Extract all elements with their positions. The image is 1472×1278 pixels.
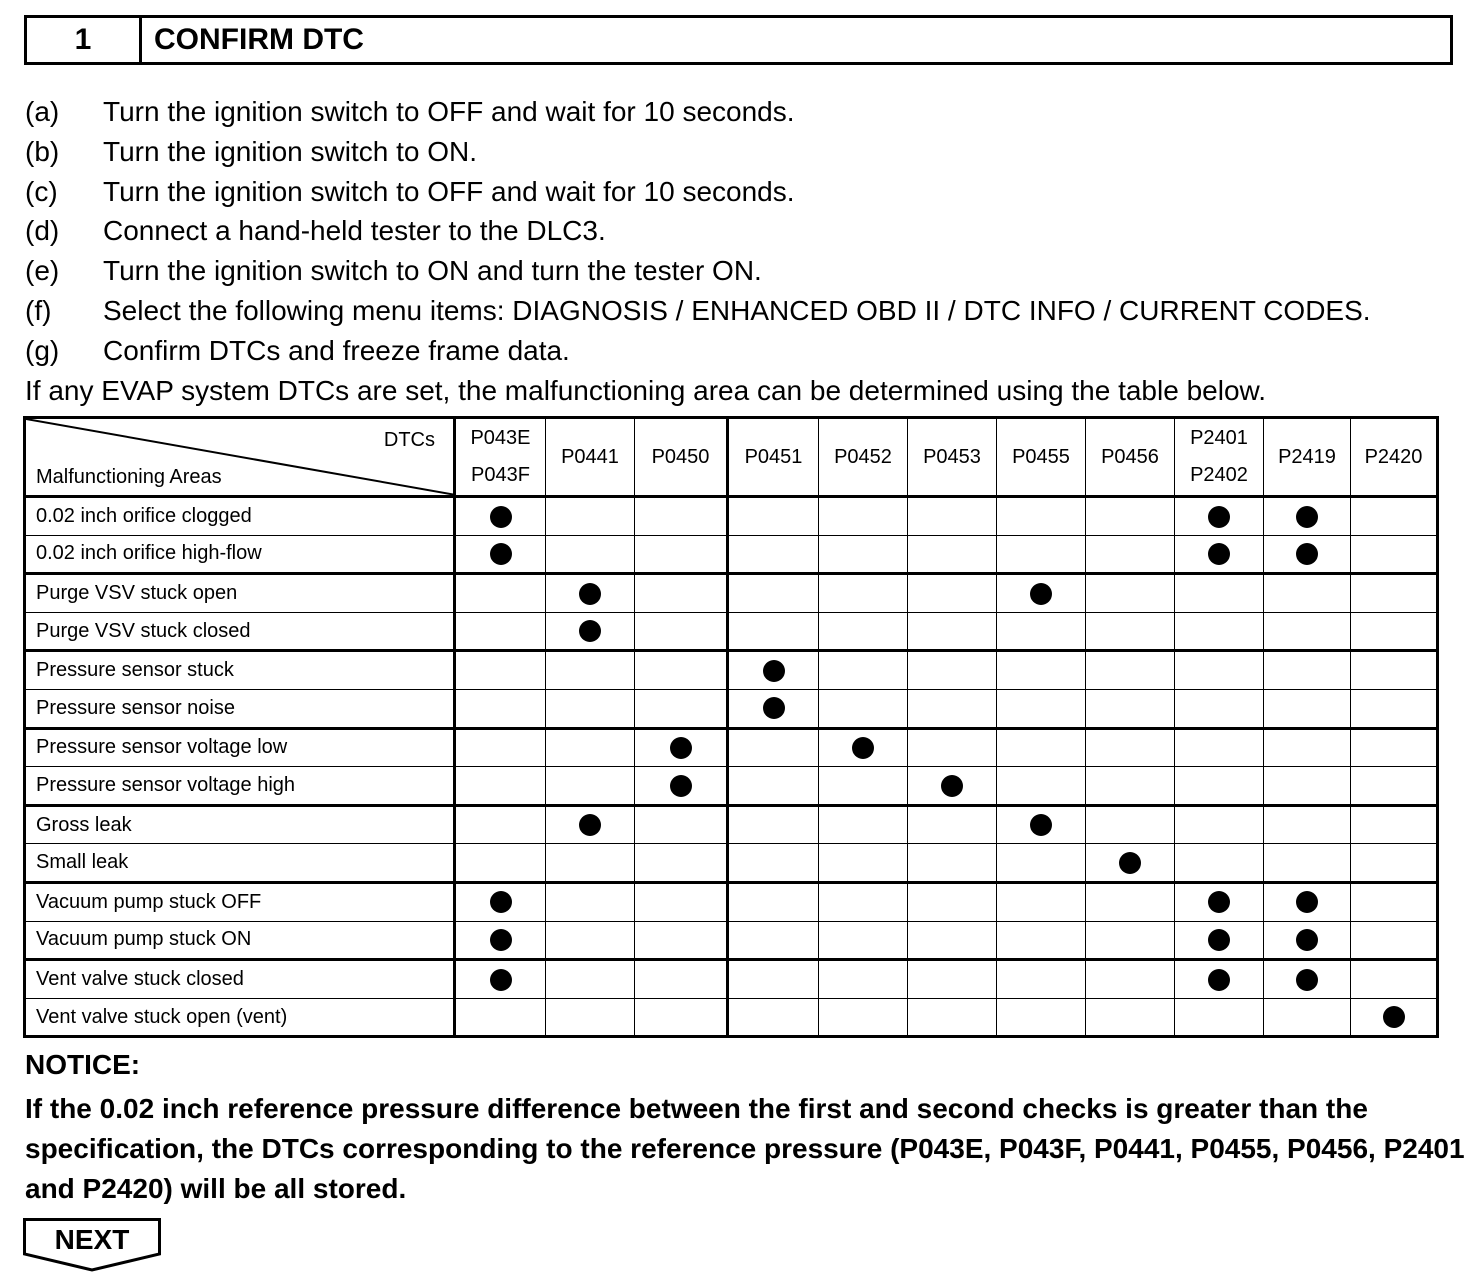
dtc-mark-cell	[1351, 689, 1438, 728]
dtc-mark-cell	[546, 574, 635, 613]
step-header	[24, 15, 1453, 65]
dtc-mark-cell	[1351, 574, 1438, 613]
step-item	[25, 132, 1371, 172]
dtc-mark-cell	[997, 805, 1086, 844]
dtc-code-label: P2401	[1190, 427, 1248, 449]
dtc-mark-cell	[546, 689, 635, 728]
step-title: CONFIRM DTC	[154, 23, 364, 56]
dtc-column-header	[1264, 418, 1351, 497]
dtc-mark-cell	[997, 921, 1086, 960]
dtc-mark-cell	[819, 998, 908, 1037]
dtc-mark-cell	[1351, 612, 1438, 651]
dtc-mark-cell	[635, 612, 728, 651]
corner-dtcs-label: DTCs	[383, 429, 435, 451]
table-intro: If any EVAP system DTCs are set, the malfunctioning area can be determined using the table below.	[25, 375, 1266, 406]
dtc-mark-cell	[819, 497, 908, 536]
dtc-mark-cell	[1086, 805, 1175, 844]
dtc-mark-cell	[635, 844, 728, 883]
malfunction-area-cell: Vacuum pump stuck OFF	[25, 882, 455, 921]
malfunction-area-cell: Vent valve stuck open (vent)	[25, 998, 455, 1037]
table-row	[25, 998, 1438, 1037]
malfunction-area-cell: Pressure sensor stuck	[25, 651, 455, 690]
filled-circle-icon	[490, 543, 512, 565]
dtc-mark-cell	[1086, 574, 1175, 613]
dtc-mark-cell	[455, 921, 546, 960]
malfunction-area-cell: Vacuum pump stuck ON	[25, 921, 455, 960]
step-item	[25, 211, 1371, 251]
table-row	[25, 689, 1438, 728]
dtc-mark-cell	[1351, 960, 1438, 999]
dtc-mark-cell	[819, 844, 908, 883]
procedure-steps	[25, 92, 1371, 371]
filled-circle-icon	[1208, 506, 1230, 528]
malfunction-area-cell: Pressure sensor voltage high	[25, 767, 455, 806]
filled-circle-icon	[1296, 929, 1318, 951]
dtc-mark-cell	[728, 651, 819, 690]
dtc-table	[23, 416, 1439, 1038]
malfunction-area-cell: Pressure sensor voltage low	[25, 728, 455, 767]
dtc-mark-cell	[1264, 921, 1351, 960]
dtc-mark-cell	[546, 805, 635, 844]
dtc-mark-cell	[819, 612, 908, 651]
dtc-mark-cell	[1264, 998, 1351, 1037]
dtc-mark-cell	[635, 651, 728, 690]
dtc-mark-cell	[908, 574, 997, 613]
filled-circle-icon	[1030, 583, 1052, 605]
table-corner-cell	[25, 418, 455, 497]
dtc-mark-cell	[819, 882, 908, 921]
dtc-mark-cell	[997, 767, 1086, 806]
dtc-mark-cell	[728, 535, 819, 574]
dtc-mark-cell	[1086, 612, 1175, 651]
dtc-mark-cell	[1086, 882, 1175, 921]
dtc-mark-cell	[546, 612, 635, 651]
filled-circle-icon	[1296, 891, 1318, 913]
dtc-mark-cell	[997, 612, 1086, 651]
dtc-mark-cell	[1175, 998, 1264, 1037]
dtc-mark-cell	[1264, 689, 1351, 728]
dtc-mark-cell	[635, 767, 728, 806]
step-item	[25, 291, 1371, 331]
corner-areas-label: Malfunctioning Areas	[36, 466, 222, 488]
dtc-mark-cell	[908, 882, 997, 921]
dtc-column-header	[908, 418, 997, 497]
dtc-mark-cell	[728, 960, 819, 999]
filled-circle-icon	[1208, 543, 1230, 565]
dtc-mark-cell	[1175, 651, 1264, 690]
step-item	[25, 251, 1371, 291]
table-row	[25, 805, 1438, 844]
dtc-mark-cell	[908, 651, 997, 690]
dtc-mark-cell	[1086, 689, 1175, 728]
malfunction-area-cell: Vent valve stuck closed	[25, 960, 455, 999]
dtc-mark-cell	[997, 689, 1086, 728]
dtc-mark-cell	[728, 767, 819, 806]
dtc-mark-cell	[635, 574, 728, 613]
step-number: 1	[27, 18, 142, 62]
dtc-code-label: P0456	[1101, 445, 1159, 468]
filled-circle-icon	[852, 737, 874, 759]
dtc-code-label: P2402	[1190, 464, 1248, 486]
filled-circle-icon	[1208, 891, 1230, 913]
malfunction-area-cell: 0.02 inch orifice high-flow	[25, 535, 455, 574]
dtc-code-label: P0453	[923, 445, 981, 468]
dtc-code-label: P0455	[1012, 445, 1070, 468]
filled-circle-icon	[579, 583, 601, 605]
next-button-label: NEXT	[54, 1224, 130, 1255]
table-header-row	[25, 418, 1438, 497]
dtc-mark-cell	[635, 497, 728, 536]
dtc-mark-cell	[819, 960, 908, 999]
dtc-mark-cell	[1086, 497, 1175, 536]
dtc-column-header	[1175, 418, 1264, 497]
dtc-column-header	[819, 418, 908, 497]
dtc-mark-cell	[1086, 767, 1175, 806]
dtc-mark-cell	[819, 535, 908, 574]
dtc-mark-cell	[728, 689, 819, 728]
table-row	[25, 574, 1438, 613]
dtc-mark-cell	[1264, 844, 1351, 883]
dtc-mark-cell	[1175, 574, 1264, 613]
dtc-code-label: P043E	[470, 427, 531, 449]
step-letter: (b)	[25, 135, 60, 167]
dtc-mark-cell	[1175, 960, 1264, 999]
malfunction-area-cell: Small leak	[25, 844, 455, 883]
dtc-column-header	[455, 418, 546, 497]
dtc-mark-cell	[1351, 651, 1438, 690]
dtc-mark-cell	[997, 728, 1086, 767]
dtc-mark-cell	[1264, 805, 1351, 844]
dtc-mark-cell	[908, 921, 997, 960]
dtc-mark-cell	[908, 998, 997, 1037]
dtc-mark-cell	[635, 921, 728, 960]
notice-text: If the 0.02 inch reference pressure difference between the first and second checks is greater than the specification, the DTCs corresponding to the reference pressure (P043E, P043F, P0441, P0455, P0456, P2401 and P2420) will be all stored.	[25, 1093, 1465, 1204]
dtc-mark-cell	[728, 844, 819, 883]
table-row	[25, 728, 1438, 767]
dtc-mark-cell	[455, 998, 546, 1037]
dtc-mark-cell	[455, 535, 546, 574]
table-row	[25, 535, 1438, 574]
dtc-column-header	[635, 418, 728, 497]
table-row	[25, 767, 1438, 806]
dtc-mark-cell	[455, 882, 546, 921]
step-text: Turn the ignition switch to OFF and wait for 10 seconds.	[103, 175, 795, 207]
dtc-mark-cell	[819, 767, 908, 806]
dtc-mark-cell	[455, 497, 546, 536]
dtc-mark-cell	[1351, 728, 1438, 767]
dtc-mark-cell	[1086, 651, 1175, 690]
filled-circle-icon	[670, 737, 692, 759]
notice-title: NOTICE:	[25, 1049, 141, 1080]
dtc-mark-cell	[455, 689, 546, 728]
dtc-mark-cell	[1175, 535, 1264, 574]
dtc-mark-cell	[819, 805, 908, 844]
dtc-mark-cell	[635, 689, 728, 728]
dtc-mark-cell	[728, 612, 819, 651]
step-letter: (g)	[25, 334, 60, 366]
filled-circle-icon	[490, 929, 512, 951]
dtc-mark-cell	[1175, 844, 1264, 883]
dtc-mark-cell	[1086, 921, 1175, 960]
dtc-mark-cell	[728, 574, 819, 613]
dtc-column-header	[997, 418, 1086, 497]
dtc-mark-cell	[819, 574, 908, 613]
dtc-mark-cell	[1351, 882, 1438, 921]
filled-circle-icon	[1296, 543, 1318, 565]
dtc-mark-cell	[728, 805, 819, 844]
dtc-mark-cell	[1175, 921, 1264, 960]
step-text: Connect a hand-held tester to the DLC3.	[103, 215, 606, 247]
dtc-mark-cell	[1264, 882, 1351, 921]
step-text: Turn the ignition switch to ON.	[103, 135, 478, 167]
dtc-mark-cell	[908, 844, 997, 883]
dtc-mark-cell	[455, 728, 546, 767]
dtc-mark-cell	[1264, 497, 1351, 536]
dtc-mark-cell	[455, 612, 546, 651]
malfunction-area-cell: Purge VSV stuck open	[25, 574, 455, 613]
dtc-mark-cell	[997, 882, 1086, 921]
dtc-mark-cell	[1264, 535, 1351, 574]
dtc-mark-cell	[908, 728, 997, 767]
step-item	[25, 172, 1371, 212]
step-text: Turn the ignition switch to ON and turn the tester ON.	[103, 255, 762, 287]
dtc-mark-cell	[1175, 612, 1264, 651]
dtc-table-wrapper	[23, 416, 1439, 1038]
step-text: Select the following menu items: DIAGNOSIS / ENHANCED OBD II / DTC INFO / CURRENT CODES.	[103, 294, 1371, 326]
table-row	[25, 497, 1438, 536]
dtc-mark-cell	[728, 921, 819, 960]
dtc-mark-cell	[1264, 960, 1351, 999]
dtc-mark-cell	[1175, 767, 1264, 806]
dtc-mark-cell	[997, 574, 1086, 613]
dtc-mark-cell	[819, 728, 908, 767]
dtc-column-header	[1086, 418, 1175, 497]
dtc-mark-cell	[1351, 805, 1438, 844]
dtc-mark-cell	[819, 921, 908, 960]
dtc-mark-cell	[908, 767, 997, 806]
dtc-mark-cell	[819, 689, 908, 728]
malfunction-area-cell: Purge VSV stuck closed	[25, 612, 455, 651]
table-row	[25, 960, 1438, 999]
dtc-mark-cell	[908, 805, 997, 844]
dtc-mark-cell	[1351, 921, 1438, 960]
dtc-mark-cell	[546, 998, 635, 1037]
step-item	[25, 92, 1371, 132]
dtc-mark-cell	[728, 728, 819, 767]
dtc-mark-cell	[1264, 728, 1351, 767]
dtc-mark-cell	[635, 998, 728, 1037]
dtc-mark-cell	[908, 497, 997, 536]
dtc-mark-cell	[1086, 728, 1175, 767]
dtc-code-label: P0441	[561, 445, 619, 468]
dtc-mark-cell	[908, 535, 997, 574]
filled-circle-icon	[579, 814, 601, 836]
dtc-code-label: P0451	[744, 445, 803, 468]
dtc-mark-cell	[1086, 998, 1175, 1037]
filled-circle-icon	[1296, 969, 1318, 991]
dtc-mark-cell	[997, 535, 1086, 574]
step-letter: (f)	[25, 294, 52, 326]
dtc-mark-cell	[997, 844, 1086, 883]
dtc-mark-cell	[1264, 767, 1351, 806]
filled-circle-icon	[1119, 852, 1141, 874]
malfunction-area-cell: Gross leak	[25, 805, 455, 844]
dtc-mark-cell	[546, 844, 635, 883]
step-letter: (c)	[25, 175, 58, 207]
dtc-mark-cell	[1351, 767, 1438, 806]
dtc-mark-cell	[1175, 728, 1264, 767]
table-row	[25, 921, 1438, 960]
dtc-mark-cell	[1264, 612, 1351, 651]
dtc-mark-cell	[997, 960, 1086, 999]
dtc-mark-cell	[997, 497, 1086, 536]
dtc-mark-cell	[1086, 960, 1175, 999]
table-row	[25, 844, 1438, 883]
dtc-column-header	[546, 418, 635, 497]
dtc-mark-cell	[546, 921, 635, 960]
dtc-mark-cell	[546, 882, 635, 921]
step-letter: (a)	[25, 96, 60, 127]
filled-circle-icon	[1208, 929, 1230, 951]
dtc-code-label: P0452	[834, 445, 892, 468]
dtc-mark-cell	[455, 960, 546, 999]
dtc-mark-cell	[908, 960, 997, 999]
filled-circle-icon	[763, 660, 785, 682]
dtc-mark-cell	[635, 805, 728, 844]
dtc-mark-cell	[908, 689, 997, 728]
filled-circle-icon	[1383, 1006, 1405, 1028]
dtc-mark-cell	[1175, 882, 1264, 921]
dtc-mark-cell	[1351, 998, 1438, 1037]
filled-circle-icon	[941, 775, 963, 797]
dtc-code-label: P0450	[651, 445, 710, 468]
dtc-mark-cell	[455, 651, 546, 690]
dtc-column-header	[1351, 418, 1438, 497]
filled-circle-icon	[490, 891, 512, 913]
dtc-mark-cell	[1175, 689, 1264, 728]
dtc-mark-cell	[635, 535, 728, 574]
table-body	[25, 497, 1438, 1037]
dtc-mark-cell	[1086, 535, 1175, 574]
malfunction-area-cell: Pressure sensor noise	[25, 689, 455, 728]
filled-circle-icon	[763, 697, 785, 719]
dtc-mark-cell	[728, 998, 819, 1037]
dtc-mark-cell	[1351, 844, 1438, 883]
filled-circle-icon	[1030, 814, 1052, 836]
filled-circle-icon	[670, 775, 692, 797]
dtc-mark-cell	[1086, 844, 1175, 883]
malfunction-area-cell: 0.02 inch orifice clogged	[25, 497, 455, 536]
step-item	[25, 331, 1371, 371]
table-row	[25, 612, 1438, 651]
dtc-mark-cell	[635, 960, 728, 999]
filled-circle-icon	[579, 620, 601, 642]
dtc-mark-cell	[1264, 574, 1351, 613]
dtc-mark-cell	[546, 960, 635, 999]
dtc-code-label: P043F	[471, 464, 530, 486]
dtc-mark-cell	[546, 535, 635, 574]
dtc-mark-cell	[546, 651, 635, 690]
filled-circle-icon	[1296, 506, 1318, 528]
dtc-code-label: P2420	[1364, 445, 1423, 468]
dtc-mark-cell	[997, 998, 1086, 1037]
table-row	[25, 651, 1438, 690]
step-letter: (d)	[25, 215, 60, 247]
dtc-mark-cell	[1351, 535, 1438, 574]
table-row	[25, 882, 1438, 921]
filled-circle-icon	[490, 506, 512, 528]
dtc-mark-cell	[1175, 805, 1264, 844]
step-text: Turn the ignition switch to OFF and wait for 10 seconds.	[103, 96, 795, 127]
dtc-mark-cell	[1351, 497, 1438, 536]
dtc-mark-cell	[635, 882, 728, 921]
filled-circle-icon	[1208, 969, 1230, 991]
dtc-mark-cell	[728, 882, 819, 921]
dtc-mark-cell	[908, 612, 997, 651]
dtc-mark-cell	[819, 651, 908, 690]
dtc-mark-cell	[455, 805, 546, 844]
dtc-mark-cell	[455, 844, 546, 883]
dtc-mark-cell	[1264, 651, 1351, 690]
dtc-mark-cell	[455, 767, 546, 806]
dtc-mark-cell	[455, 574, 546, 613]
dtc-mark-cell	[997, 651, 1086, 690]
dtc-column-header	[728, 418, 819, 497]
dtc-code-label: P2419	[1278, 445, 1336, 468]
dtc-mark-cell	[546, 728, 635, 767]
dtc-mark-cell	[728, 497, 819, 536]
dtc-mark-cell	[546, 767, 635, 806]
next-button[interactable]	[23, 1218, 161, 1272]
dtc-mark-cell	[1175, 497, 1264, 536]
filled-circle-icon	[490, 969, 512, 991]
dtc-mark-cell	[635, 728, 728, 767]
step-text: Confirm DTCs and freeze frame data.	[103, 334, 570, 366]
dtc-mark-cell	[546, 497, 635, 536]
step-letter: (e)	[25, 255, 60, 287]
